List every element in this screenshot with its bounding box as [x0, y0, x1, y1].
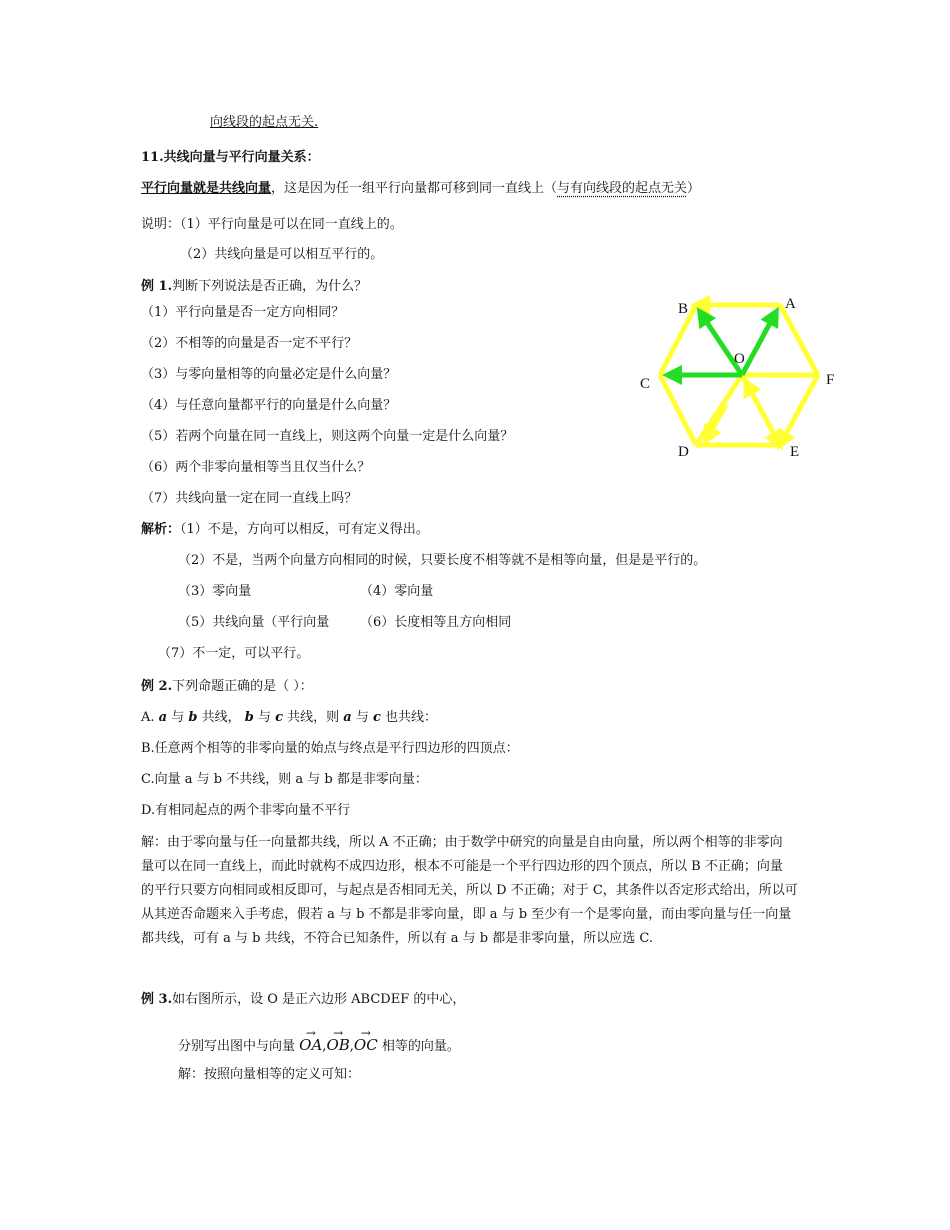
- option-c: C.向量 a 与 b 不共线，则 a 与 b 都是非零向量：: [141, 772, 428, 787]
- answer-2: （2）不是，当两个向量方向相同的时候，只要长度不相等就不是相等向量，但是是平行的。: [178, 553, 707, 568]
- vector-oa: [742, 312, 776, 375]
- solution-line-4: 从其逆否命题来入手考虑，假若 a 与 b 不都是非零向量，即 a 与 b 至少有一个是零向量，而由零向量与任一向量: [141, 907, 792, 922]
- example2-label: 例 2.: [141, 679, 173, 694]
- vector-c-2: c: [372, 710, 381, 725]
- answer-3: （3）零向量: [178, 584, 252, 599]
- question-4: （4）与任意向量都平行的向量是什么向量？: [141, 398, 397, 413]
- note-2: （2）共线向量是可以相互平行的。: [180, 247, 384, 262]
- vector-b: b: [188, 710, 198, 725]
- analysis-line-1: [141, 521, 429, 539]
- section-title: 11.共线向量与平行向量关系：: [141, 150, 320, 165]
- top-note: 向线段的起点无关.: [210, 115, 319, 130]
- section-statement: [141, 180, 700, 198]
- label-f: F: [826, 372, 835, 388]
- label-o: O: [734, 351, 745, 367]
- question-7: （7）共线向量一定在同一直线上吗？: [141, 491, 358, 506]
- example1-label: 例 1.: [141, 279, 173, 294]
- example3-line-3: 解：按照向量相等的定义可知：: [178, 1067, 361, 1082]
- label-d: D: [678, 444, 689, 460]
- option-a: [141, 709, 437, 727]
- edge-e-o-arrow: [746, 382, 765, 418]
- example2-heading: [141, 678, 313, 696]
- option-a-prefix: A.: [141, 710, 159, 725]
- edge-o-d: [696, 375, 742, 445]
- edge-a-f: [780, 305, 818, 375]
- vector-a: a: [158, 710, 168, 725]
- vector-b-2: b: [244, 710, 254, 725]
- statement-rest: ，这是因为任一组平行向量都可移到同一直线上（: [271, 181, 558, 196]
- answer-4: （4）零向量: [360, 584, 434, 599]
- option-a-text-5: 与: [351, 710, 373, 725]
- solution-line-2: 量可以在同一直线上，而此时就构不成四边形，根本不可能是一个平行四边形的四个顶点，所以 B 不正确；向量: [141, 859, 783, 874]
- vector-ob-label: → OB: [326, 1024, 349, 1058]
- answer-7: （7）不一定，可以平行。: [158, 646, 310, 661]
- comma-2: ,: [349, 1039, 354, 1054]
- label-a: A: [785, 296, 796, 312]
- example3-heading: [141, 991, 465, 1009]
- option-a-text-2: 共线，: [197, 710, 245, 725]
- edge-f-e: [780, 375, 818, 445]
- label-c: C: [640, 376, 651, 392]
- answer-6: （6）长度相等且方向相同: [360, 615, 512, 630]
- answer-5: （5）共线向量（平行向量: [178, 615, 330, 630]
- example3-label: 例 3.: [141, 992, 173, 1007]
- hexagon-figure: [630, 290, 850, 470]
- green-vectors: [668, 312, 776, 375]
- question-2: （2）不相等的向量是否一定不平行？: [141, 336, 358, 351]
- example3-line-2: [178, 1024, 460, 1060]
- example2-prompt: 下列命题正确的是（ ）：: [172, 679, 313, 694]
- example3-line2-post: 相等的向量。: [381, 1039, 460, 1054]
- vector-a-2: a: [343, 710, 352, 725]
- example3-prompt: 如右图所示，设 O 是正六边形 ABCDEF 的中心，: [172, 992, 466, 1007]
- statement-dotted: 与有向线段的起点无关: [557, 181, 688, 196]
- question-1: （1）平行向量是否一定方向相同？: [141, 305, 345, 320]
- analysis-label: 解析：: [141, 522, 181, 537]
- example1-heading: [141, 278, 367, 296]
- option-a-text-1: 与: [167, 710, 189, 725]
- option-a-text-4: 共线，则: [283, 710, 344, 725]
- label-b: B: [678, 301, 689, 317]
- option-a-text-3: 与: [253, 710, 276, 725]
- question-3: （3）与零向量相等的向量必定是什么向量？: [141, 367, 397, 382]
- solution-line-5: 都共线，可有 a 与 b 共线，不符合已知条件，所以有 a 与 b 都是非零向量，所以应选 C.: [141, 931, 653, 946]
- vector-oa-label: → OA: [299, 1024, 322, 1058]
- statement-bold: 平行向量就是共线向量: [141, 181, 272, 196]
- label-e: E: [790, 444, 800, 460]
- statement-end: ）: [687, 181, 701, 196]
- edge-c-d: [660, 375, 696, 445]
- vector-c: c: [275, 710, 283, 725]
- answer-1: （1）不是，方向可以相反，可有定义得出。: [180, 522, 429, 537]
- solution-line-3: 的平行只要方向相同或相反即可，与起点是否相同无关，所以 D 不正确；对于 C，其条件以否定形式给出，所以可: [141, 883, 798, 898]
- vector-oc-label: → OC: [354, 1024, 378, 1058]
- solution-line-1: 解：由于零向量与任一向量都共线，所以 A 不正确；由于数学中研究的向量是自由向量，所以两个相等的非零向: [141, 835, 783, 850]
- example3-line2-pre: 分别写出图中与向量: [178, 1039, 296, 1054]
- example1-prompt: 判断下列说法是否正确，为什么？: [172, 279, 368, 294]
- option-a-text-6: 也共线：: [380, 710, 438, 725]
- note-1: 说明：（1）平行向量是可以在同一直线上的。: [141, 217, 403, 232]
- question-5: （5）若两个向量在同一直线上，则这两个向量一定是什么向量？: [141, 429, 514, 444]
- question-6: （6）两个非零向量相等当且仅当什么？: [141, 460, 371, 475]
- option-d: D.有相同起点的两个非零向量不平行: [141, 803, 351, 818]
- option-b: B.任意两个相等的非零向量的始点与终点是平行四边形的四顶点：: [141, 741, 519, 756]
- comma-1: ,: [322, 1039, 327, 1054]
